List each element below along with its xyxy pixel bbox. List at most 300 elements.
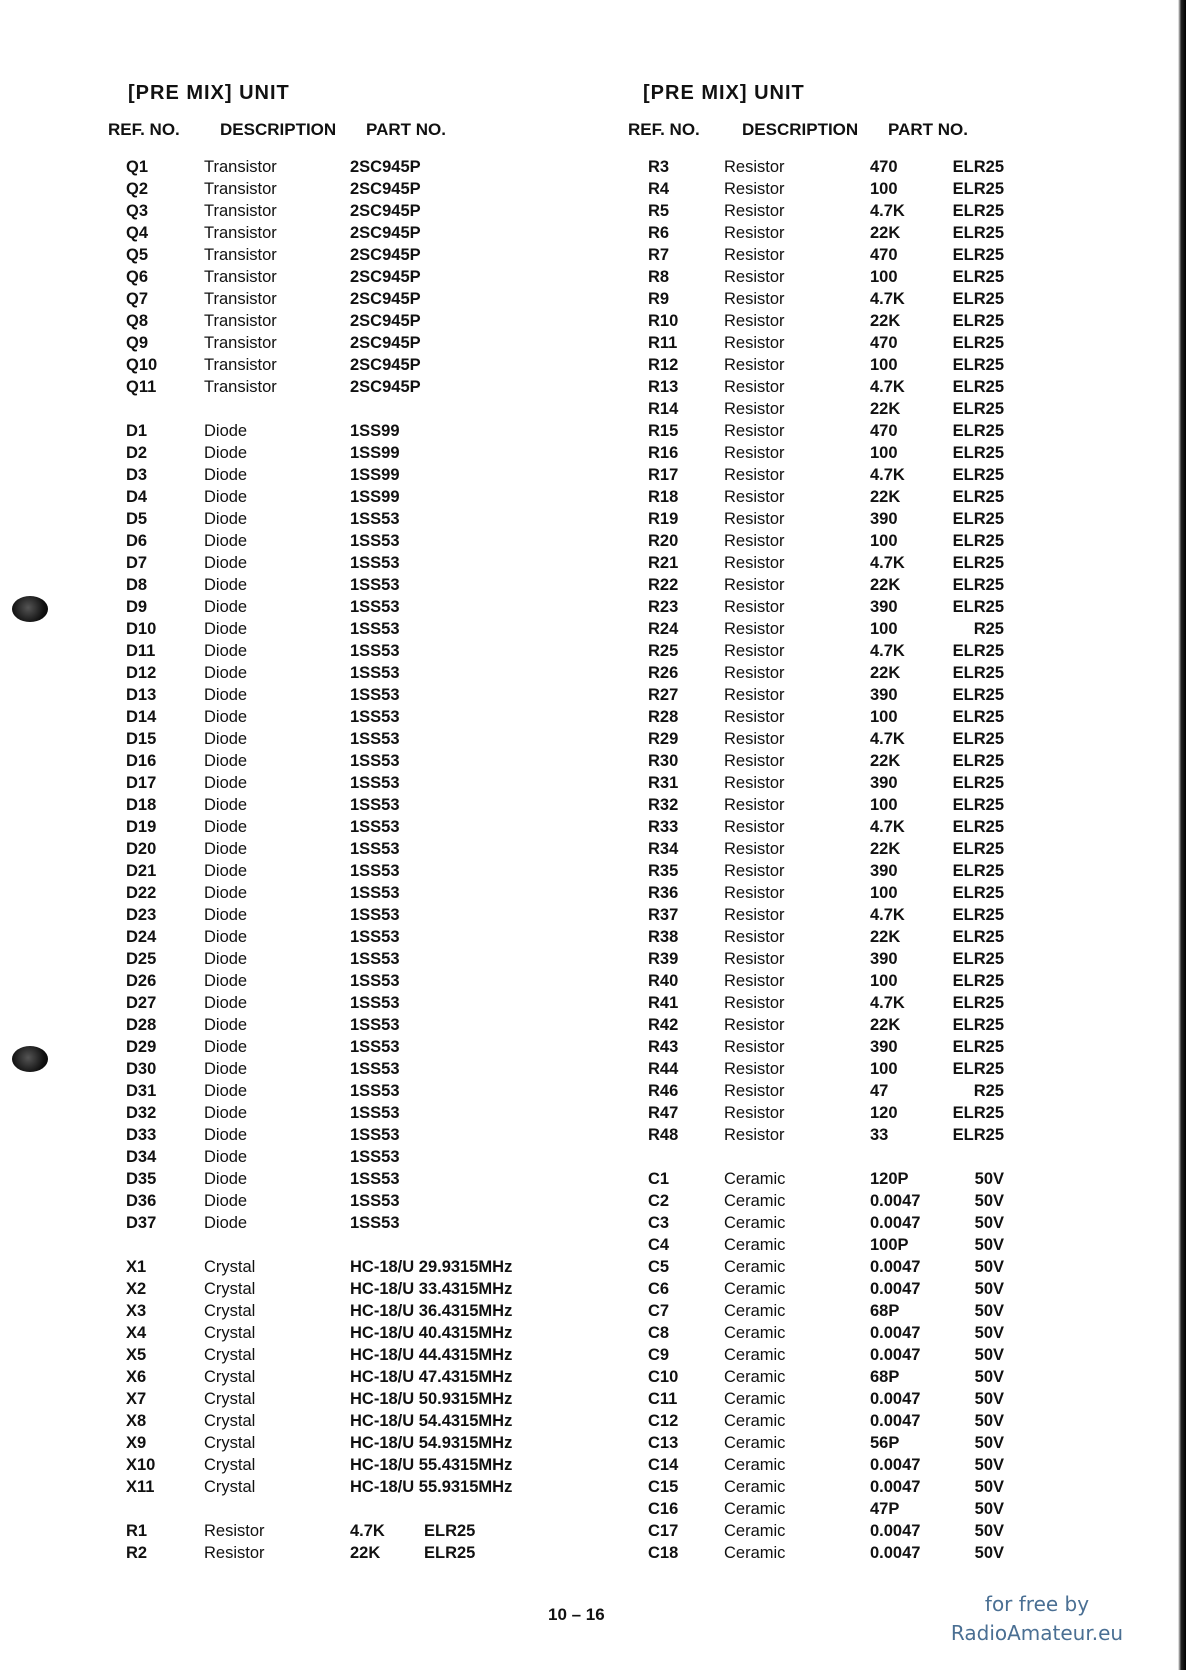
part-row xyxy=(628,332,1186,354)
part-desc: Resistor xyxy=(724,1060,785,1078)
part-part: 1SS53 xyxy=(350,1104,400,1122)
part-extra: 50V xyxy=(974,1258,1004,1276)
part-desc: Resistor xyxy=(724,334,785,352)
watermark-line-2: RadioAmateur.eu xyxy=(950,1621,1124,1645)
punch-hole-upper xyxy=(12,596,48,622)
part-row xyxy=(108,772,668,794)
part-desc: Crystal xyxy=(204,1346,256,1364)
part-desc: Diode xyxy=(204,774,248,792)
part-ref: C14 xyxy=(648,1456,679,1474)
part-desc: Resistor xyxy=(724,906,785,924)
part-part: 1SS99 xyxy=(350,444,400,462)
part-extra: ELR25 xyxy=(952,290,1004,308)
part-ref: R13 xyxy=(648,378,679,396)
part-desc: Resistor xyxy=(724,312,785,330)
part-extra: ELR25 xyxy=(952,818,1004,836)
part-extra xyxy=(424,574,524,596)
part-row xyxy=(628,684,1186,706)
part-part: 1SS53 xyxy=(350,1214,400,1232)
part-desc: Ceramic xyxy=(724,1236,786,1254)
part-ref: D28 xyxy=(126,1016,157,1034)
part-ref: D29 xyxy=(126,1038,157,1056)
part-part: 0.0047 xyxy=(870,1390,921,1408)
part-ref: D25 xyxy=(126,950,157,968)
part-desc: Diode xyxy=(204,686,248,704)
part-desc: Diode xyxy=(204,488,248,506)
part-part: 470 xyxy=(870,422,898,440)
part-part: 1SS53 xyxy=(350,994,400,1012)
part-row xyxy=(108,200,668,222)
part-row xyxy=(108,376,668,398)
part-ref: C4 xyxy=(648,1236,670,1254)
part-row xyxy=(108,816,668,838)
part-extra: ELR25 xyxy=(952,180,1004,198)
part-part: 2SC945P xyxy=(350,312,421,330)
part-part: 390 xyxy=(870,510,898,528)
part-part: 470 xyxy=(870,158,898,176)
part-extra: ELR25 xyxy=(952,1104,1004,1122)
part-row xyxy=(108,1212,668,1234)
part-ref: C15 xyxy=(648,1478,679,1496)
part-desc: Resistor xyxy=(724,1038,785,1056)
part-desc: Ceramic xyxy=(724,1280,786,1298)
right-header-part: PART NO. xyxy=(888,120,968,139)
part-ref: R27 xyxy=(648,686,679,704)
part-part: 1SS53 xyxy=(350,862,400,880)
part-ref: C1 xyxy=(648,1170,670,1188)
part-extra: ELR25 xyxy=(952,532,1004,550)
part-row xyxy=(108,948,668,970)
part-ref: R20 xyxy=(648,532,679,550)
part-extra xyxy=(424,948,524,970)
part-ref: R26 xyxy=(648,664,679,682)
part-part: 33 xyxy=(870,1126,889,1144)
part-ref: R21 xyxy=(648,554,679,572)
part-extra xyxy=(424,882,524,904)
part-ref: D2 xyxy=(126,444,148,462)
part-row xyxy=(108,574,668,596)
part-extra: ELR25 xyxy=(952,752,1004,770)
part-row xyxy=(628,750,1186,772)
part-extra xyxy=(424,1278,524,1300)
part-row xyxy=(628,1212,1186,1234)
part-desc: Diode xyxy=(204,818,248,836)
part-row xyxy=(108,1102,668,1124)
part-row xyxy=(628,992,1186,1014)
part-ref: R8 xyxy=(648,268,670,286)
part-desc: Ceramic xyxy=(724,1258,786,1276)
part-extra xyxy=(424,1410,524,1432)
part-ref: D22 xyxy=(126,884,157,902)
part-row xyxy=(628,1388,1186,1410)
part-desc: Ceramic xyxy=(724,1192,786,1210)
part-desc: Diode xyxy=(204,1104,248,1122)
part-desc: Diode xyxy=(204,796,248,814)
part-ref: R11 xyxy=(648,334,678,352)
part-extra: ELR25 xyxy=(952,444,1004,462)
part-desc: Resistor xyxy=(724,686,785,704)
part-part: 390 xyxy=(870,862,898,880)
part-row xyxy=(628,288,1186,310)
part-extra: ELR25 xyxy=(952,774,1004,792)
part-extra xyxy=(424,442,524,464)
part-extra xyxy=(424,486,524,508)
part-part: 2SC945P xyxy=(350,180,421,198)
part-row xyxy=(628,1410,1186,1432)
part-desc: Diode xyxy=(204,1126,248,1144)
part-ref: D20 xyxy=(126,840,157,858)
watermark xyxy=(932,1590,1142,1648)
part-desc: Diode xyxy=(204,906,248,924)
part-row xyxy=(628,1520,1186,1542)
part-extra: ELR25 xyxy=(952,488,1004,506)
part-ref: R28 xyxy=(648,708,679,726)
part-desc: Resistor xyxy=(724,268,785,286)
part-desc: Ceramic xyxy=(724,1324,786,1342)
part-row xyxy=(628,1454,1186,1476)
part-row xyxy=(108,156,668,178)
part-row xyxy=(108,1542,668,1564)
part-extra xyxy=(424,1168,524,1190)
part-part: HC-18/U 33.4315MHz xyxy=(350,1280,513,1298)
part-extra xyxy=(424,552,524,574)
part-row xyxy=(628,1432,1186,1454)
watermark-line-1: for free by xyxy=(984,1592,1090,1616)
part-part: 1SS53 xyxy=(350,576,400,594)
part-extra xyxy=(424,288,524,310)
part-part: 22K xyxy=(870,576,901,594)
part-row xyxy=(108,728,668,750)
part-row xyxy=(628,970,1186,992)
part-extra: 50V xyxy=(974,1544,1004,1562)
part-extra: 50V xyxy=(974,1500,1004,1518)
part-ref: X9 xyxy=(126,1434,147,1452)
part-extra xyxy=(424,354,524,376)
part-part: 22K xyxy=(870,664,901,682)
part-part: 0.0047 xyxy=(870,1412,921,1430)
part-row xyxy=(108,640,668,662)
part-ref: X11 xyxy=(126,1478,155,1496)
part-part: 0.0047 xyxy=(870,1214,921,1232)
part-part: 22K xyxy=(870,312,901,330)
part-desc: Diode xyxy=(204,928,248,946)
part-part: 1SS53 xyxy=(350,554,400,572)
part-part: HC-18/U 40.4315MHz xyxy=(350,1324,513,1342)
part-extra: ELR25 xyxy=(952,356,1004,374)
part-row xyxy=(628,618,1186,640)
part-ref: C6 xyxy=(648,1280,670,1298)
part-extra: R25 xyxy=(973,1082,1004,1100)
part-desc: Transistor xyxy=(204,268,277,286)
part-row xyxy=(108,1036,668,1058)
part-row xyxy=(628,860,1186,882)
part-ref: R3 xyxy=(648,158,670,176)
part-part: 2SC945P xyxy=(350,378,421,396)
part-ref: R48 xyxy=(648,1126,679,1144)
part-extra: 50V xyxy=(974,1346,1004,1364)
part-extra xyxy=(424,376,524,398)
part-part: 22K xyxy=(870,400,901,418)
part-desc: Resistor xyxy=(724,620,785,638)
part-extra: ELR25 xyxy=(952,466,1004,484)
part-extra xyxy=(424,1190,524,1212)
part-desc: Resistor xyxy=(724,928,785,946)
part-part: 1SS53 xyxy=(350,972,400,990)
part-ref: C11 xyxy=(648,1390,678,1408)
part-ref: D30 xyxy=(126,1060,157,1078)
part-desc: Ceramic xyxy=(724,1456,786,1474)
part-ref: D17 xyxy=(126,774,157,792)
part-extra xyxy=(424,178,524,200)
part-part: 1SS53 xyxy=(350,1082,400,1100)
part-desc: Resistor xyxy=(724,158,785,176)
part-extra: ELR25 xyxy=(952,730,1004,748)
part-extra: ELR25 xyxy=(952,400,1004,418)
part-row xyxy=(108,1410,668,1432)
part-part: HC-18/U 36.4315MHz xyxy=(350,1302,513,1320)
part-desc: Crystal xyxy=(204,1478,256,1496)
part-row xyxy=(108,178,668,200)
part-row xyxy=(628,530,1186,552)
part-row xyxy=(108,1168,668,1190)
part-row xyxy=(108,794,668,816)
part-part: 1SS53 xyxy=(350,730,400,748)
part-extra xyxy=(424,794,524,816)
part-desc: Diode xyxy=(204,972,248,990)
part-row xyxy=(108,1476,668,1498)
part-extra: ELR25 xyxy=(952,312,1004,330)
part-desc: Resistor xyxy=(724,202,785,220)
part-ref: R46 xyxy=(648,1082,679,1100)
part-part: 0.0047 xyxy=(870,1544,921,1562)
part-desc: Transistor xyxy=(204,378,277,396)
part-ref: X10 xyxy=(126,1456,156,1474)
part-row xyxy=(628,178,1186,200)
part-ref: R12 xyxy=(648,356,679,374)
part-extra xyxy=(424,1344,524,1366)
part-ref: X2 xyxy=(126,1280,147,1298)
part-ref: R2 xyxy=(126,1544,148,1562)
part-row xyxy=(108,244,668,266)
part-desc: Resistor xyxy=(724,752,785,770)
part-part: 22K xyxy=(870,752,901,770)
part-extra: 50V xyxy=(974,1478,1004,1496)
part-part: 22K xyxy=(870,224,901,242)
left-parts-list xyxy=(108,156,668,1564)
part-desc: Resistor xyxy=(724,356,785,374)
part-row xyxy=(628,398,1186,420)
part-extra: 50V xyxy=(974,1434,1004,1452)
part-part: 56P xyxy=(870,1434,900,1452)
part-extra xyxy=(424,728,524,750)
part-extra: ELR25 xyxy=(952,378,1004,396)
part-row xyxy=(108,1432,668,1454)
part-extra xyxy=(424,1058,524,1080)
part-extra: 50V xyxy=(974,1368,1004,1386)
part-row xyxy=(108,1146,668,1168)
part-desc: Resistor xyxy=(724,488,785,506)
part-row xyxy=(628,1080,1186,1102)
part-row xyxy=(628,354,1186,376)
part-part: 1SS53 xyxy=(350,774,400,792)
part-extra: 50V xyxy=(974,1302,1004,1320)
part-ref: D15 xyxy=(126,730,157,748)
part-row xyxy=(108,904,668,926)
part-row xyxy=(628,376,1186,398)
part-ref: D16 xyxy=(126,752,157,770)
part-ref: D1 xyxy=(126,422,148,440)
part-part: 2SC945P xyxy=(350,356,421,374)
part-row xyxy=(108,332,668,354)
part-ref: C17 xyxy=(648,1522,679,1540)
part-desc: Transistor xyxy=(204,356,277,374)
part-part: 1SS53 xyxy=(350,840,400,858)
part-desc: Diode xyxy=(204,554,248,572)
part-part: HC-18/U 47.4315MHz xyxy=(350,1368,513,1386)
part-extra xyxy=(424,662,524,684)
part-desc: Diode xyxy=(204,1148,248,1166)
part-part: 1SS53 xyxy=(350,1038,400,1056)
part-desc: Resistor xyxy=(724,554,785,572)
part-extra: 50V xyxy=(974,1412,1004,1430)
part-desc: Crystal xyxy=(204,1456,256,1474)
part-row xyxy=(628,1322,1186,1344)
part-desc: Ceramic xyxy=(724,1390,786,1408)
part-part: 1SS53 xyxy=(350,686,400,704)
part-desc: Diode xyxy=(204,950,248,968)
part-ref: R37 xyxy=(648,906,679,924)
part-part: 120 xyxy=(870,1104,898,1122)
part-row xyxy=(628,1014,1186,1036)
part-part: 1SS53 xyxy=(350,796,400,814)
part-part: 1SS53 xyxy=(350,1060,400,1078)
part-part: 100 xyxy=(870,180,898,198)
part-part: 1SS53 xyxy=(350,906,400,924)
part-row xyxy=(628,1498,1186,1520)
part-desc: Resistor xyxy=(724,840,785,858)
part-extra xyxy=(424,640,524,662)
part-extra xyxy=(424,970,524,992)
part-extra: ELR25 xyxy=(952,1038,1004,1056)
part-ref: R17 xyxy=(648,466,679,484)
part-desc: Diode xyxy=(204,642,248,660)
part-extra xyxy=(424,926,524,948)
part-ref: Q2 xyxy=(126,180,149,198)
part-part: 470 xyxy=(870,334,898,352)
part-desc: Ceramic xyxy=(724,1302,786,1320)
part-ref: D31 xyxy=(126,1082,157,1100)
part-desc: Resistor xyxy=(724,510,785,528)
part-part: 4.7K xyxy=(870,642,905,660)
part-part: 2SC945P xyxy=(350,334,421,352)
part-row xyxy=(108,354,668,376)
part-part: HC-18/U 54.9315MHz xyxy=(350,1434,513,1452)
part-ref: D13 xyxy=(126,686,157,704)
part-ref: D8 xyxy=(126,576,148,594)
part-part: 390 xyxy=(870,686,898,704)
part-ref: D34 xyxy=(126,1148,157,1166)
part-desc: Resistor xyxy=(724,796,785,814)
part-row xyxy=(628,662,1186,684)
part-ref: D6 xyxy=(126,532,148,550)
part-row xyxy=(108,1190,668,1212)
part-ref: D3 xyxy=(126,466,148,484)
part-desc: Diode xyxy=(204,598,248,616)
part-part: 120P xyxy=(870,1170,909,1188)
part-row xyxy=(628,1234,1186,1256)
part-ref: R16 xyxy=(648,444,679,462)
part-ref: C9 xyxy=(648,1346,670,1364)
part-ref: R42 xyxy=(648,1016,679,1034)
part-row xyxy=(108,1278,668,1300)
part-row xyxy=(108,596,668,618)
part-row xyxy=(108,1344,668,1366)
part-row xyxy=(628,508,1186,530)
part-desc: Ceramic xyxy=(724,1434,786,1452)
part-row xyxy=(108,442,668,464)
part-ref: C16 xyxy=(648,1500,679,1518)
part-row xyxy=(628,838,1186,860)
part-desc: Crystal xyxy=(204,1434,256,1452)
part-extra: ELR25 xyxy=(424,1522,476,1540)
part-desc: Resistor xyxy=(724,576,785,594)
part-desc: Diode xyxy=(204,840,248,858)
part-extra: 50V xyxy=(974,1236,1004,1254)
part-ref: R47 xyxy=(648,1104,679,1122)
part-ref: D19 xyxy=(126,818,157,836)
part-extra: ELR25 xyxy=(952,686,1004,704)
left-header-ref: REF. NO. xyxy=(108,120,180,139)
part-desc: Diode xyxy=(204,1060,248,1078)
part-desc: Resistor xyxy=(724,884,785,902)
part-row xyxy=(628,1344,1186,1366)
part-extra: ELR25 xyxy=(952,796,1004,814)
part-ref: D12 xyxy=(126,664,157,682)
part-ref: X8 xyxy=(126,1412,147,1430)
part-row xyxy=(108,1454,668,1476)
part-extra xyxy=(424,816,524,838)
part-row xyxy=(108,508,668,530)
part-extra xyxy=(424,838,524,860)
part-ref: X7 xyxy=(126,1390,147,1408)
part-part: 1SS99 xyxy=(350,466,400,484)
part-part: 4.7K xyxy=(870,730,905,748)
part-extra: ELR25 xyxy=(952,972,1004,990)
part-desc: Resistor xyxy=(724,1082,785,1100)
part-desc: Crystal xyxy=(204,1368,256,1386)
part-ref: R25 xyxy=(648,642,679,660)
part-extra: ELR25 xyxy=(952,708,1004,726)
part-part: 0.0047 xyxy=(870,1280,921,1298)
part-ref: X1 xyxy=(126,1258,147,1276)
part-ref: R31 xyxy=(648,774,679,792)
part-desc: Ceramic xyxy=(724,1214,786,1232)
part-desc: Transistor xyxy=(204,334,277,352)
part-ref: D27 xyxy=(126,994,157,1012)
page-number: 10 – 16 xyxy=(548,1605,605,1624)
part-desc: Resistor xyxy=(204,1522,265,1540)
part-part: 2SC945P xyxy=(350,246,421,264)
part-row xyxy=(108,420,668,442)
part-extra: ELR25 xyxy=(424,1544,476,1562)
part-ref: C5 xyxy=(648,1258,670,1276)
part-desc: Resistor xyxy=(724,422,785,440)
part-extra xyxy=(424,1300,524,1322)
part-extra: 50V xyxy=(974,1192,1004,1210)
part-desc: Diode xyxy=(204,1192,248,1210)
part-desc: Diode xyxy=(204,862,248,880)
part-part: 1SS53 xyxy=(350,818,400,836)
